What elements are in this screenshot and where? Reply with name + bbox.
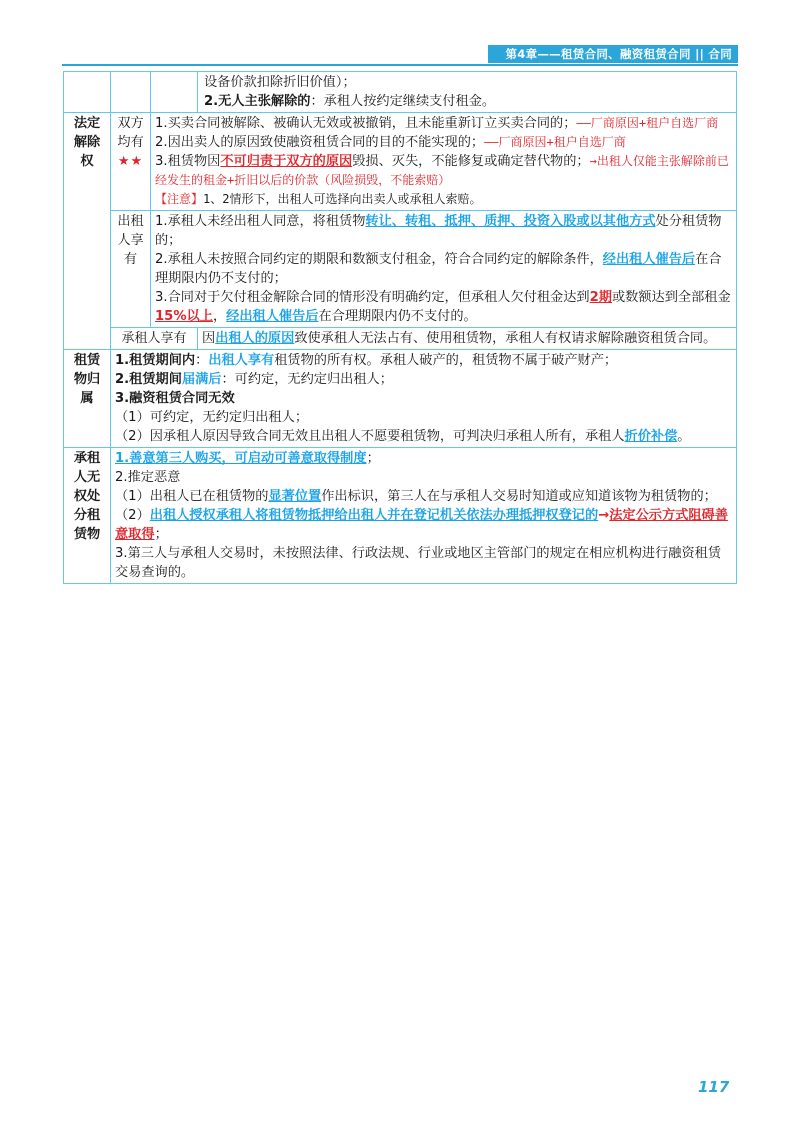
lessee-content: 因出租人的原因致使承租人无法占有、使用租赁物，承租人有权请求解除融资租赁合同。 <box>198 328 737 350</box>
chapter-header: 第4章——租赁合同、融资租赁合同 || 合同 <box>488 45 738 63</box>
both-item-2: 2.因出卖人的原因致使融资租赁合同的目的不能实现的；——厂商原因+租户自选厂商 <box>155 135 626 150</box>
own-line-4: （1）可约定，无约定归出租人； <box>115 410 309 425</box>
disposal-content <box>111 448 737 584</box>
empty-cell <box>111 72 151 113</box>
disp-line-5: 3.第三人与承租人交易时，未按照法律、行政法规、行业或地区主管部门的规定在相应机构进行融资租赁交易查询的。 <box>115 546 722 580</box>
own-line-1: 1.租赁期间内：出租人享有租赁物的所有权。承租人破产的，租赁物不属于破产财产； <box>115 353 618 368</box>
disp-line-2: 2.推定恶意 <box>115 470 181 485</box>
own-line-3: 3.融资租赁合同无效 <box>115 391 235 406</box>
category-statutory-termination: 法定解除权 <box>64 113 111 350</box>
empty-cell <box>64 72 111 113</box>
both-item-1: 1.买卖合同被解除、被确认无效或被撤销，且未能重新订立买卖合同的；——厂商原因+租户自选厂商 <box>155 116 719 131</box>
subcategory-lessor: 出租人享有 <box>111 211 151 328</box>
empty-cell <box>151 72 198 113</box>
disposal-row <box>64 448 737 584</box>
attention-note: 【注意】1、2情形下，出租人可选择向出卖人或承租人索赔。 <box>155 192 482 206</box>
lessor-item-3: 3.合同对于欠付租金解除合同的情形没有明确约定，但承租人欠付租金达到2期或数额达到全部租金15%以上，经出租人催告后在合理期限内仍不支付的。 <box>155 290 731 324</box>
lessor-item-1: 1.承租人未经出租人同意，将租赁物转让、转租、抵押、质押、投资入股或以其他方式处分租赁物的； <box>155 214 722 248</box>
subcategory-both: 双方均有 ★★ <box>111 113 151 211</box>
page-number: 117 <box>698 1078 730 1096</box>
continuation-row <box>64 72 737 113</box>
cont-line-1: 设备价款扣除折旧价值）； <box>204 75 356 90</box>
subcategory-lessee: 承租人享有 <box>111 328 198 350</box>
both-content <box>151 113 737 211</box>
own-line-5: （2）因承租人原因导致合同无效且出租人不愿要租赁物，可判决归承租人所有，承租人折价补偿。 <box>115 429 691 444</box>
header-divider <box>62 64 738 66</box>
statutory-lessee-row <box>64 328 737 350</box>
lessor-item-2: 2.承租人未按照合同约定的期限和数额支付租金，符合合同约定的解除条件，经出租人催告后在合理期限内仍不支付的； <box>155 252 722 286</box>
ownership-row <box>64 350 737 448</box>
category-unauthorized-disposal: 承租人无权处分租赁物 <box>64 448 111 584</box>
ownership-content <box>111 350 737 448</box>
lessor-content <box>151 211 737 328</box>
importance-stars: ★★ <box>117 154 144 169</box>
both-item-3: 3.租赁物因不可归责于双方的原因毁损、灭失，不能修复或确定替代物的；→出租人仅能主张解除前已经发生的租金+折旧以后的价款（风险损毁，不能索赔） <box>155 154 729 187</box>
statutory-lessor-row <box>64 211 737 328</box>
own-line-2: 2.租赁期间届满后：可约定，无约定归出租人； <box>115 372 393 387</box>
statutory-both-row <box>64 113 737 211</box>
disp-line-3: （1）出租人已在租赁物的显著位置作出标识，第三人在与承租人交易时知道或应知道该物为租赁物的； <box>115 489 717 504</box>
law-notes-table <box>63 71 737 584</box>
cont-line-2: 2.无人主张解除的：承租人按约定继续支付租金。 <box>204 94 496 109</box>
disp-line-4: （2）出租人授权承租人将租赁物抵押给出租人并在登记机关依法办理抵押权登记的→法定公示方式阻碍善意取得； <box>115 508 728 542</box>
disp-line-1: 1.善意第三人购买，可启动可善意取得制度； <box>115 451 380 466</box>
category-ownership: 租赁物归属 <box>64 350 111 448</box>
continuation-text <box>198 72 737 113</box>
